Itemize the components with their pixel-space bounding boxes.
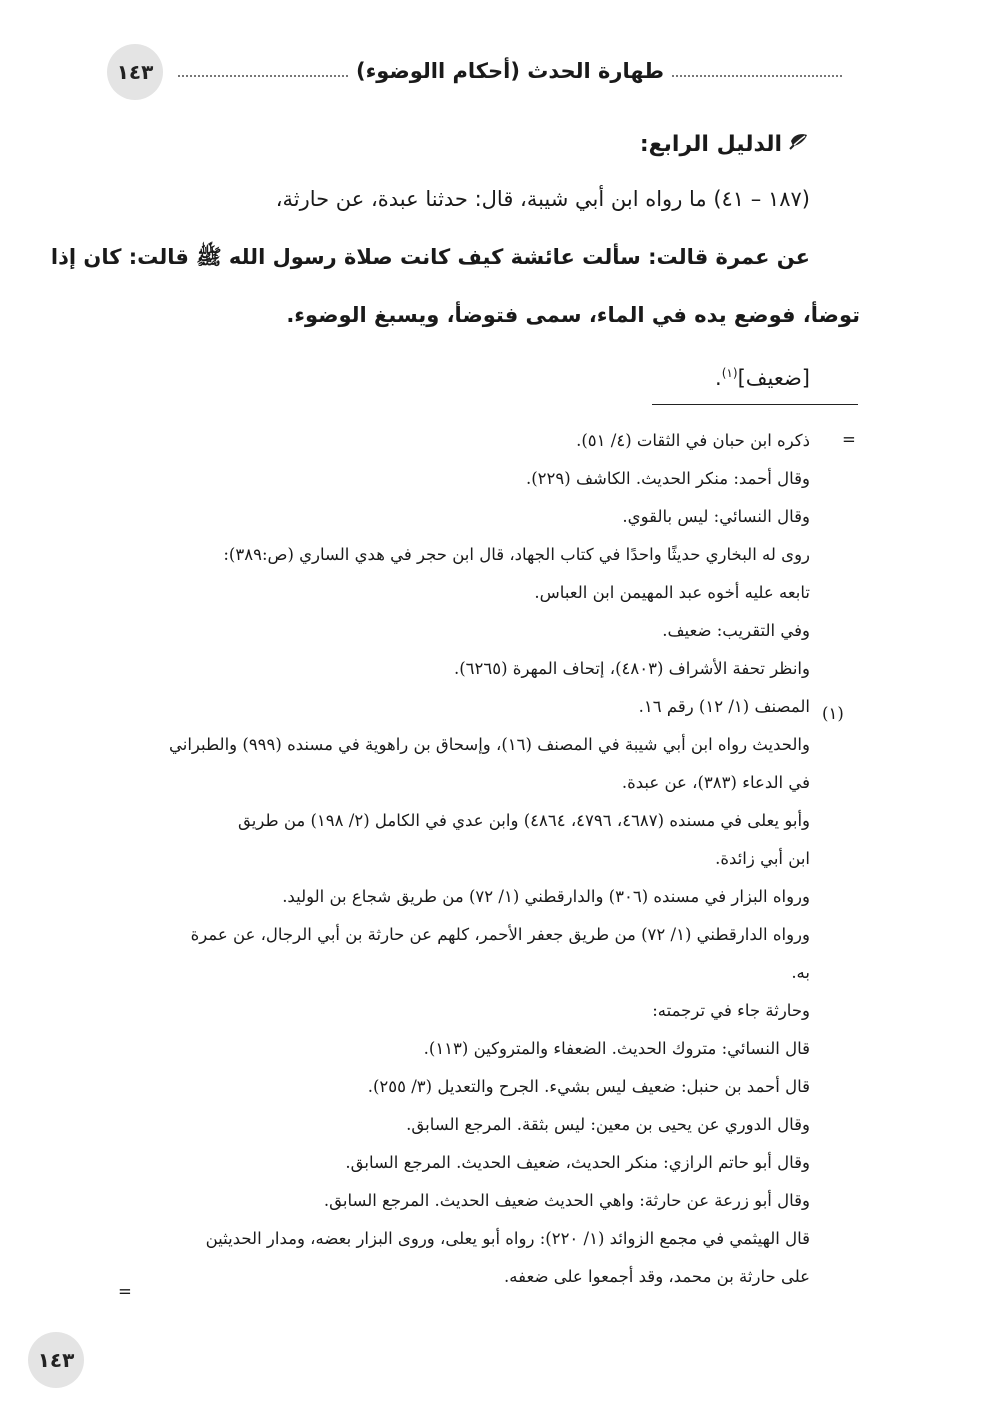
footnote-ref: (١)	[721, 366, 738, 380]
footnote-line: ورواه البزار في مسنده (٣٠٦) والدارقطني (١/ ٧٢) من طريق شجاع بن الوليد.	[282, 887, 810, 906]
footnote-line: وأبو يعلى في مسنده (٤٦٨٧، ٤٧٩٦، ٤٨٦٤) وابن عدي في الكامل (٢/ ١٩٨) من طريق	[237, 811, 810, 830]
footnote-separator	[652, 404, 858, 405]
footnote-line: وحارثة جاء في ترجمته:	[652, 1001, 810, 1020]
footnote-number: (١)	[822, 704, 844, 723]
heading-text: الدليل الرابع:	[639, 131, 782, 157]
header-title: طهارة الحدث (أحكام االوضوء)	[355, 59, 665, 83]
header-dots-right	[672, 75, 842, 77]
main-text	[50, 118, 860, 402]
footnote-line: وقال الدوري عن يحيى بن معين: ليس بثقة. المرجع السابق.	[406, 1115, 810, 1134]
footnote-line: على حارثة بن محمد، وقد أجمعوا على ضعفه.	[504, 1267, 810, 1286]
footnote-line: وقال أبو زرعة عن حارثة: واهي الحديث ضعيف الحديث. المرجع السابق.	[323, 1191, 810, 1210]
continuation-marker: =	[842, 430, 856, 449]
end-continuation-marker: =	[118, 1282, 132, 1301]
footnote-line: وقال أحمد: منكر الحديث. الكاشف (٢٢٩).	[525, 469, 810, 488]
footnotes	[110, 422, 810, 1296]
footnote-line: في الدعاء (٣٨٣)، عن عبدة.	[621, 773, 810, 792]
hadith-text-line-1: عن عمرة قالت: سألت عائشة كيف كانت صلاة رسول الله ﷺ قالت: كان إذا	[50, 245, 810, 269]
footnote-line: وقال النسائي: ليس بالقوي.	[622, 507, 810, 526]
footnote-line: قال النسائي: متروك الحديث. الضعفاء والمتروكين (١١٣).	[423, 1039, 810, 1058]
footnote-line: المصنف (١/ ١٢) رقم ١٦.	[638, 697, 810, 716]
footnote-line: والحديث رواه ابن أبي شيبة في المصنف (١٦)، وإسحاق بن راهوية في مسنده (٩٩٩) والطبراني	[169, 735, 810, 754]
footnote-line: روى له البخاري حديثًا واحدًا في كتاب الجهاد، قال ابن حجر في هدي الساري (ص:٣٨٩):	[223, 545, 810, 564]
footnote-line: وانظر تحفة الأشراف (٤٨٠٣)، إتحاف المهرة (٦٢٦٥).	[453, 659, 810, 678]
hadith-text-line-2: توضأ، فوضع يده في الماء، سمى فتوضأ، ويسبغ الوضوء.	[286, 303, 860, 327]
footnote-line: به.	[791, 963, 810, 982]
footnote-line: وقال أبو حاتم الرازي: منكر الحديث، ضعيف الحديث. المرجع السابق.	[345, 1153, 810, 1172]
footnote-line: قال أحمد بن حنبل: ضعيف ليس بشيء. الجرح والتعديل (٣/ ٢٥٥).	[367, 1077, 810, 1096]
footnote-line: تابعه عليه أخوه عبد المهيمن ابن العباس.	[534, 583, 810, 602]
hadith-chain-line: (١٨٧ – ٤١) ما رواه ابن أبي شيبة، قال: حدثنا عبدة، عن حارثة،	[275, 187, 810, 211]
footnote-line: ابن أبي زائدة.	[715, 849, 810, 868]
footnote-line: ذكره ابن حبان في الثقات (٤/ ٥١).	[576, 431, 810, 450]
page-number-text: ١٤٣	[116, 60, 154, 84]
footnote-line: ورواه الدارقطني (١/ ٧٢) من طريق جعفر الأحمر، كلهم عن حارثة بن أبي الرجال، عن عمرة	[190, 925, 810, 944]
running-header	[110, 40, 850, 102]
header-dots-left	[178, 75, 348, 77]
leaf-icon	[788, 130, 810, 158]
footnote-line: قال الهيثمي في مجمع الزوائد (١/ ٢٢٠): رواه أبو يعلى، وروى البزار بعضه، ومدار الحديثين	[205, 1229, 810, 1248]
page-number-bottom	[28, 1332, 84, 1388]
grading-line: [ضعيف]$^{(١)}$.	[715, 366, 810, 390]
grading-text: [ضعيف]	[737, 366, 810, 390]
page-number-text: ١٤٣	[37, 1348, 75, 1372]
section-heading	[110, 118, 810, 170]
footnote-line: وفي التقريب: ضعيف.	[662, 621, 810, 640]
